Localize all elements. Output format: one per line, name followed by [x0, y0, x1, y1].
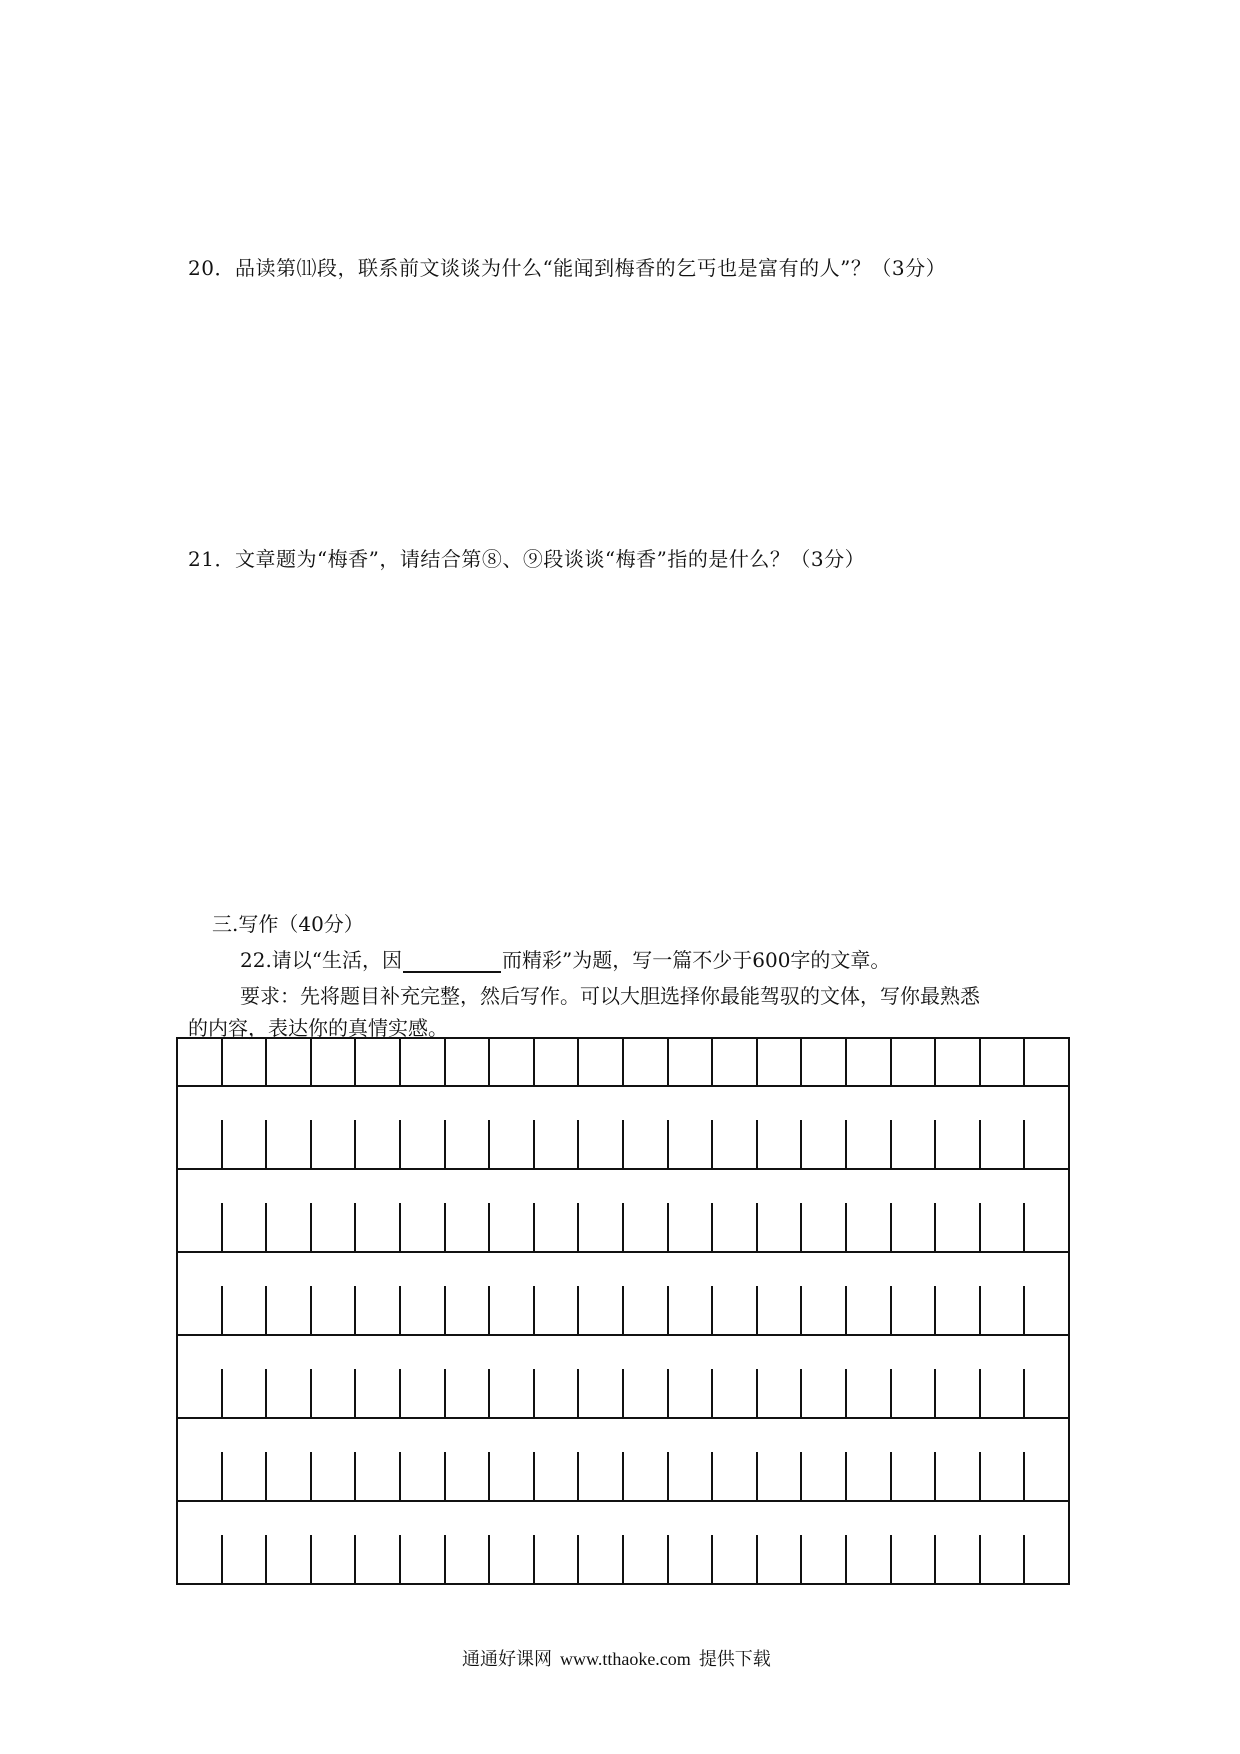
grid-cell[interactable] — [758, 1120, 803, 1170]
essay-writing-grid[interactable] — [176, 1037, 1070, 1585]
grid-cell[interactable] — [758, 1286, 803, 1336]
grid-cell[interactable] — [579, 1369, 624, 1419]
grid-cell[interactable] — [669, 1120, 714, 1170]
grid-cell[interactable] — [356, 1203, 401, 1253]
grid-cell[interactable] — [892, 1039, 937, 1087]
grid-cell[interactable] — [490, 1286, 535, 1336]
grid-cell[interactable] — [312, 1535, 357, 1585]
grid-cell[interactable] — [401, 1039, 446, 1087]
grid-cell[interactable] — [981, 1120, 1026, 1170]
grid-cell[interactable] — [1025, 1286, 1070, 1336]
grid-cell[interactable] — [802, 1286, 847, 1336]
grid-cell[interactable] — [535, 1203, 580, 1253]
footer-site-name: 通通好课网 — [462, 1649, 552, 1670]
question-20: 20．品读第⑾段，联系前文谈谈为什么“能闻到梅香的乞丐也是富有的人”？（3分） — [188, 256, 947, 280]
grid-row — [176, 1286, 1070, 1336]
grid-cell[interactable] — [1025, 1369, 1070, 1419]
grid-cell[interactable] — [936, 1039, 981, 1087]
grid-cell[interactable] — [936, 1535, 981, 1585]
grid-cell[interactable] — [758, 1535, 803, 1585]
grid-cell[interactable] — [1025, 1120, 1070, 1170]
grid-cell[interactable] — [981, 1286, 1026, 1336]
grid-cell[interactable] — [669, 1286, 714, 1336]
grid-row — [176, 1452, 1070, 1502]
grid-row-gap — [176, 1087, 1070, 1120]
grid-cell[interactable] — [713, 1535, 758, 1585]
grid-cell[interactable] — [312, 1120, 357, 1170]
grid-cell[interactable] — [490, 1203, 535, 1253]
grid-cell[interactable] — [1025, 1535, 1070, 1585]
grid-cell[interactable] — [936, 1452, 981, 1502]
grid-cell[interactable] — [312, 1203, 357, 1253]
grid-cell[interactable] — [713, 1120, 758, 1170]
grid-cell[interactable] — [178, 1039, 223, 1087]
grid-cell[interactable] — [802, 1039, 847, 1087]
grid-cell[interactable] — [401, 1452, 446, 1502]
grid-cell[interactable] — [892, 1452, 937, 1502]
grid-cell[interactable] — [579, 1120, 624, 1170]
grid-cell[interactable] — [223, 1369, 268, 1419]
grid-cell[interactable] — [178, 1203, 223, 1253]
grid-cell[interactable] — [356, 1039, 401, 1087]
grid-row — [176, 1120, 1070, 1170]
grid-cell[interactable] — [267, 1369, 312, 1419]
grid-cell[interactable] — [892, 1203, 937, 1253]
grid-cell[interactable] — [267, 1286, 312, 1336]
grid-row — [176, 1203, 1070, 1253]
grid-cell[interactable] — [535, 1535, 580, 1585]
grid-row-gap — [176, 1336, 1070, 1369]
grid-cell[interactable] — [892, 1120, 937, 1170]
grid-cell[interactable] — [490, 1039, 535, 1087]
grid-cell[interactable] — [490, 1452, 535, 1502]
grid-cell[interactable] — [669, 1452, 714, 1502]
grid-cell[interactable] — [401, 1286, 446, 1336]
grid-cell[interactable] — [267, 1535, 312, 1585]
grid-cell[interactable] — [713, 1286, 758, 1336]
grid-cell[interactable] — [312, 1369, 357, 1419]
grid-cell[interactable] — [1025, 1039, 1070, 1087]
grid-cell[interactable] — [713, 1039, 758, 1087]
footer-url: www.tthaoke.com — [560, 1649, 691, 1669]
grid-cell[interactable] — [401, 1120, 446, 1170]
grid-cell[interactable] — [758, 1203, 803, 1253]
grid-cell[interactable] — [981, 1369, 1026, 1419]
page-footer — [462, 1645, 771, 1671]
grid-cell[interactable] — [178, 1286, 223, 1336]
grid-cell[interactable] — [223, 1286, 268, 1336]
grid-cell[interactable] — [802, 1369, 847, 1419]
grid-cell[interactable] — [669, 1369, 714, 1419]
grid-cell[interactable] — [446, 1120, 491, 1170]
grid-cell[interactable] — [981, 1039, 1026, 1087]
grid-cell[interactable] — [223, 1039, 268, 1087]
grid-cell[interactable] — [669, 1039, 714, 1087]
prompt-text-before: 22.请以“生活，因 — [240, 948, 403, 972]
grid-cell[interactable] — [936, 1369, 981, 1419]
grid-cell[interactable] — [624, 1286, 669, 1336]
grid-cell[interactable] — [223, 1452, 268, 1502]
footer-suffix: 提供下载 — [698, 1649, 771, 1670]
question-21: 21．文章题为“梅香”，请结合第⑧、⑨段谈谈“梅香”指的是什么？（3分） — [188, 547, 866, 571]
grid-cell[interactable] — [178, 1535, 223, 1585]
grid-cell[interactable] — [535, 1120, 580, 1170]
grid-cell[interactable] — [802, 1452, 847, 1502]
requirement-line-1: 要求：先将题目补充完整，然后写作。可以大胆选择你最能驾驭的文体，写你最熟悉 — [240, 984, 980, 1008]
requirement-line-2: 的内容，表达你的真情实感。 — [188, 1016, 448, 1040]
grid-cell[interactable] — [847, 1039, 892, 1087]
grid-cell[interactable] — [802, 1535, 847, 1585]
grid-cell[interactable] — [847, 1203, 892, 1253]
grid-cell[interactable] — [267, 1452, 312, 1502]
grid-cell[interactable] — [936, 1286, 981, 1336]
grid-cell[interactable] — [892, 1535, 937, 1585]
grid-cell[interactable] — [758, 1452, 803, 1502]
grid-cell[interactable] — [624, 1369, 669, 1419]
prompt-text-after: 而精彩”为题，写一篇不少于600字的文章。 — [502, 948, 891, 972]
grid-cell[interactable] — [178, 1369, 223, 1419]
grid-cell[interactable] — [178, 1452, 223, 1502]
grid-cell[interactable] — [446, 1039, 491, 1087]
grid-cell[interactable] — [356, 1535, 401, 1585]
grid-cell[interactable] — [223, 1203, 268, 1253]
grid-row — [176, 1535, 1070, 1585]
grid-cell[interactable] — [981, 1452, 1026, 1502]
grid-cell[interactable] — [892, 1286, 937, 1336]
grid-cell[interactable] — [446, 1535, 491, 1585]
grid-cell[interactable] — [669, 1535, 714, 1585]
grid-cell[interactable] — [936, 1120, 981, 1170]
grid-cell[interactable] — [847, 1452, 892, 1502]
grid-cell[interactable] — [535, 1369, 580, 1419]
grid-cell[interactable] — [981, 1535, 1026, 1585]
title-fill-blank[interactable] — [403, 953, 501, 973]
grid-cell[interactable] — [579, 1203, 624, 1253]
grid-cell[interactable] — [535, 1286, 580, 1336]
grid-cell[interactable] — [535, 1039, 580, 1087]
grid-row-gap — [176, 1253, 1070, 1286]
grid-cell[interactable] — [446, 1369, 491, 1419]
grid-cell[interactable] — [312, 1452, 357, 1502]
grid-cell[interactable] — [490, 1120, 535, 1170]
grid-row-gap — [176, 1170, 1070, 1203]
grid-cell[interactable] — [579, 1452, 624, 1502]
grid-cell[interactable] — [312, 1039, 357, 1087]
grid-cell[interactable] — [847, 1535, 892, 1585]
writing-prompt — [240, 944, 890, 973]
grid-cell[interactable] — [490, 1535, 535, 1585]
grid-cell[interactable] — [624, 1120, 669, 1170]
grid-cell[interactable] — [446, 1452, 491, 1502]
grid-row-gap — [176, 1419, 1070, 1452]
grid-cell[interactable] — [579, 1039, 624, 1087]
grid-cell[interactable] — [802, 1203, 847, 1253]
grid-cell[interactable] — [847, 1286, 892, 1336]
grid-cell[interactable] — [490, 1369, 535, 1419]
grid-cell[interactable] — [178, 1120, 223, 1170]
grid-cell[interactable] — [579, 1535, 624, 1585]
grid-cell[interactable] — [267, 1203, 312, 1253]
grid-cell[interactable] — [624, 1203, 669, 1253]
grid-cell[interactable] — [892, 1369, 937, 1419]
grid-cell[interactable] — [624, 1039, 669, 1087]
grid-row — [176, 1369, 1070, 1419]
grid-cell[interactable] — [713, 1369, 758, 1419]
grid-cell[interactable] — [356, 1286, 401, 1336]
grid-cell[interactable] — [802, 1120, 847, 1170]
grid-cell[interactable] — [713, 1452, 758, 1502]
grid-cell[interactable] — [312, 1286, 357, 1336]
grid-cell[interactable] — [267, 1120, 312, 1170]
grid-cell[interactable] — [356, 1369, 401, 1419]
grid-cell[interactable] — [847, 1369, 892, 1419]
grid-cell[interactable] — [223, 1535, 268, 1585]
grid-row-gap — [176, 1502, 1070, 1535]
grid-cell[interactable] — [267, 1039, 312, 1087]
grid-cell[interactable] — [981, 1203, 1026, 1253]
grid-cell[interactable] — [401, 1203, 446, 1253]
grid-cell[interactable] — [936, 1203, 981, 1253]
grid-row — [176, 1037, 1070, 1087]
grid-cell[interactable] — [535, 1452, 580, 1502]
grid-cell[interactable] — [356, 1452, 401, 1502]
grid-cell[interactable] — [1025, 1452, 1070, 1502]
grid-cell[interactable] — [758, 1039, 803, 1087]
grid-cell[interactable] — [223, 1120, 268, 1170]
grid-cell[interactable] — [446, 1203, 491, 1253]
grid-cell[interactable] — [669, 1203, 714, 1253]
grid-cell[interactable] — [446, 1286, 491, 1336]
grid-cell[interactable] — [1025, 1203, 1070, 1253]
grid-cell[interactable] — [401, 1369, 446, 1419]
grid-cell[interactable] — [579, 1286, 624, 1336]
grid-cell[interactable] — [624, 1452, 669, 1502]
grid-cell[interactable] — [624, 1535, 669, 1585]
grid-cell[interactable] — [847, 1120, 892, 1170]
grid-cell[interactable] — [758, 1369, 803, 1419]
grid-cell[interactable] — [401, 1535, 446, 1585]
grid-cell[interactable] — [356, 1120, 401, 1170]
writing-section-heading: 三.写作（40分） — [212, 912, 364, 936]
grid-cell[interactable] — [713, 1203, 758, 1253]
